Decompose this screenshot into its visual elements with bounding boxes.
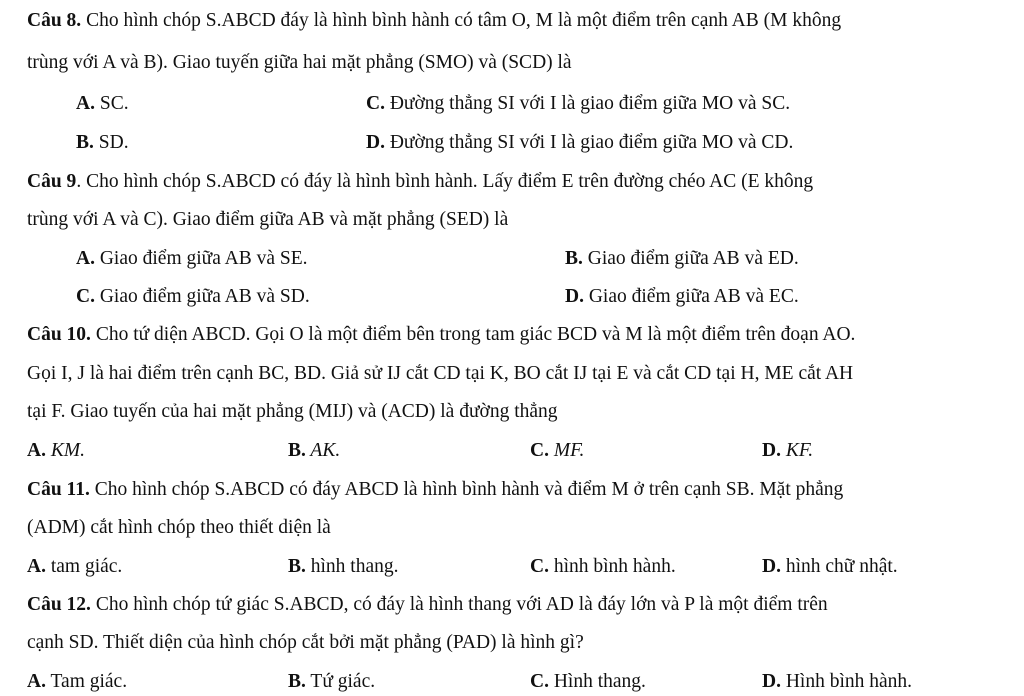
q11-option-d[interactable]: D. hình chữ nhật. [762,556,898,577]
q8-option-d[interactable]: D. Đường thẳng SI với I là giao điểm giữa MO và CD. [366,132,794,153]
q12-stem-line-2: cạnh SD. Thiết diện của hình chóp cắt bởi mặt phẳng (PAD) là hình gì? [27,632,584,653]
q10-option-c[interactable]: C. MF. [530,440,585,461]
q10-option-b[interactable]: B. AK. [288,440,341,461]
q12-option-b[interactable]: B. Tứ giác. [288,671,376,692]
q12-option-c[interactable]: C. Hình thang. [530,671,646,692]
q8-label: Câu 8. [27,10,82,31]
q10-stem-line-1 [27,324,855,346]
q11-label: Câu 11. [27,479,90,500]
q9-stem-line-2: trùng với A và C). Giao điểm giữa AB và mặt phẳng (SED) là [27,209,509,230]
q9-option-d[interactable]: D. Giao điểm giữa AB và EC. [565,286,799,307]
q10-stem-text-1: Cho tứ diện ABCD. Gọi O là một điểm bên trong tam giác BCD và M là một điểm trên đoạn AO. [90,324,856,345]
q10-option-d[interactable]: D. KF. [762,440,814,461]
q12-option-d[interactable]: D. Hình bình hành. [762,671,913,692]
q9-stem-line-1 [27,171,813,193]
q9-option-c[interactable]: C. Giao điểm giữa AB và SD. [76,286,310,307]
q10-stem-line-2: Gọi I, J là hai điểm trên cạnh BC, BD. Giả sử IJ cắt CD tại K, BO cắt IJ tại E và cắt CD tại H, ME cắt AH [27,363,854,384]
q10-stem-line-3: tại F. Giao tuyến của hai mặt phẳng (MIJ) và (ACD) là đường thẳng [27,401,558,422]
q9-option-b[interactable]: B. Giao điểm giữa AB và ED. [565,248,799,269]
q8-stem-line-1 [27,10,841,32]
q10-option-a[interactable]: A. KM. [27,440,85,461]
q9-option-a[interactable]: A. Giao điểm giữa AB và SE. [76,248,308,269]
q11-option-b[interactable]: B. hình thang. [288,556,399,577]
q12-stem-line-1 [27,594,828,616]
q9-label: Câu 9 [27,171,77,192]
q8-option-b[interactable]: B. SD. [76,132,129,153]
q8-stem-line-2: trùng với A và B). Giao tuyến giữa hai mặt phẳng (SMO) và (SCD) là [27,52,572,73]
q11-option-c[interactable]: C. hình bình hành. [530,556,676,577]
q12-option-a[interactable]: A. Tam giác. [27,671,128,692]
q10-label: Câu 10. [27,324,91,345]
q8-option-a[interactable]: A. SC. [76,93,129,114]
q11-option-a[interactable]: A. tam giác. [27,556,123,577]
q8-stem-text-1: Cho hình chóp S.ABCD đáy là hình bình hành có tâm O, M là một điểm trên cạnh AB (M không [81,10,842,31]
q8-option-c[interactable]: C. Đường thẳng SI với I là giao điểm giữa MO và SC. [366,93,791,114]
q12-stem-text-1: Cho hình chóp tứ giác S.ABCD, có đáy là hình thang với AD là đáy lớn và P là một điểm trên [90,594,828,615]
q12-label: Câu 12. [27,594,91,615]
q11-stem-line-1 [27,479,843,501]
q9-stem-text-1: . Cho hình chóp S.ABCD có đáy là hình bình hành. Lấy điểm E trên đường chéo AC (E không [76,171,814,192]
q11-stem-text-1: Cho hình chóp S.ABCD có đáy ABCD là hình bình hành và điểm M ở trên cạnh SB. Mặt phẳng [89,479,844,500]
q11-stem-line-2: (ADM) cắt hình chóp theo thiết diện là [27,517,331,538]
